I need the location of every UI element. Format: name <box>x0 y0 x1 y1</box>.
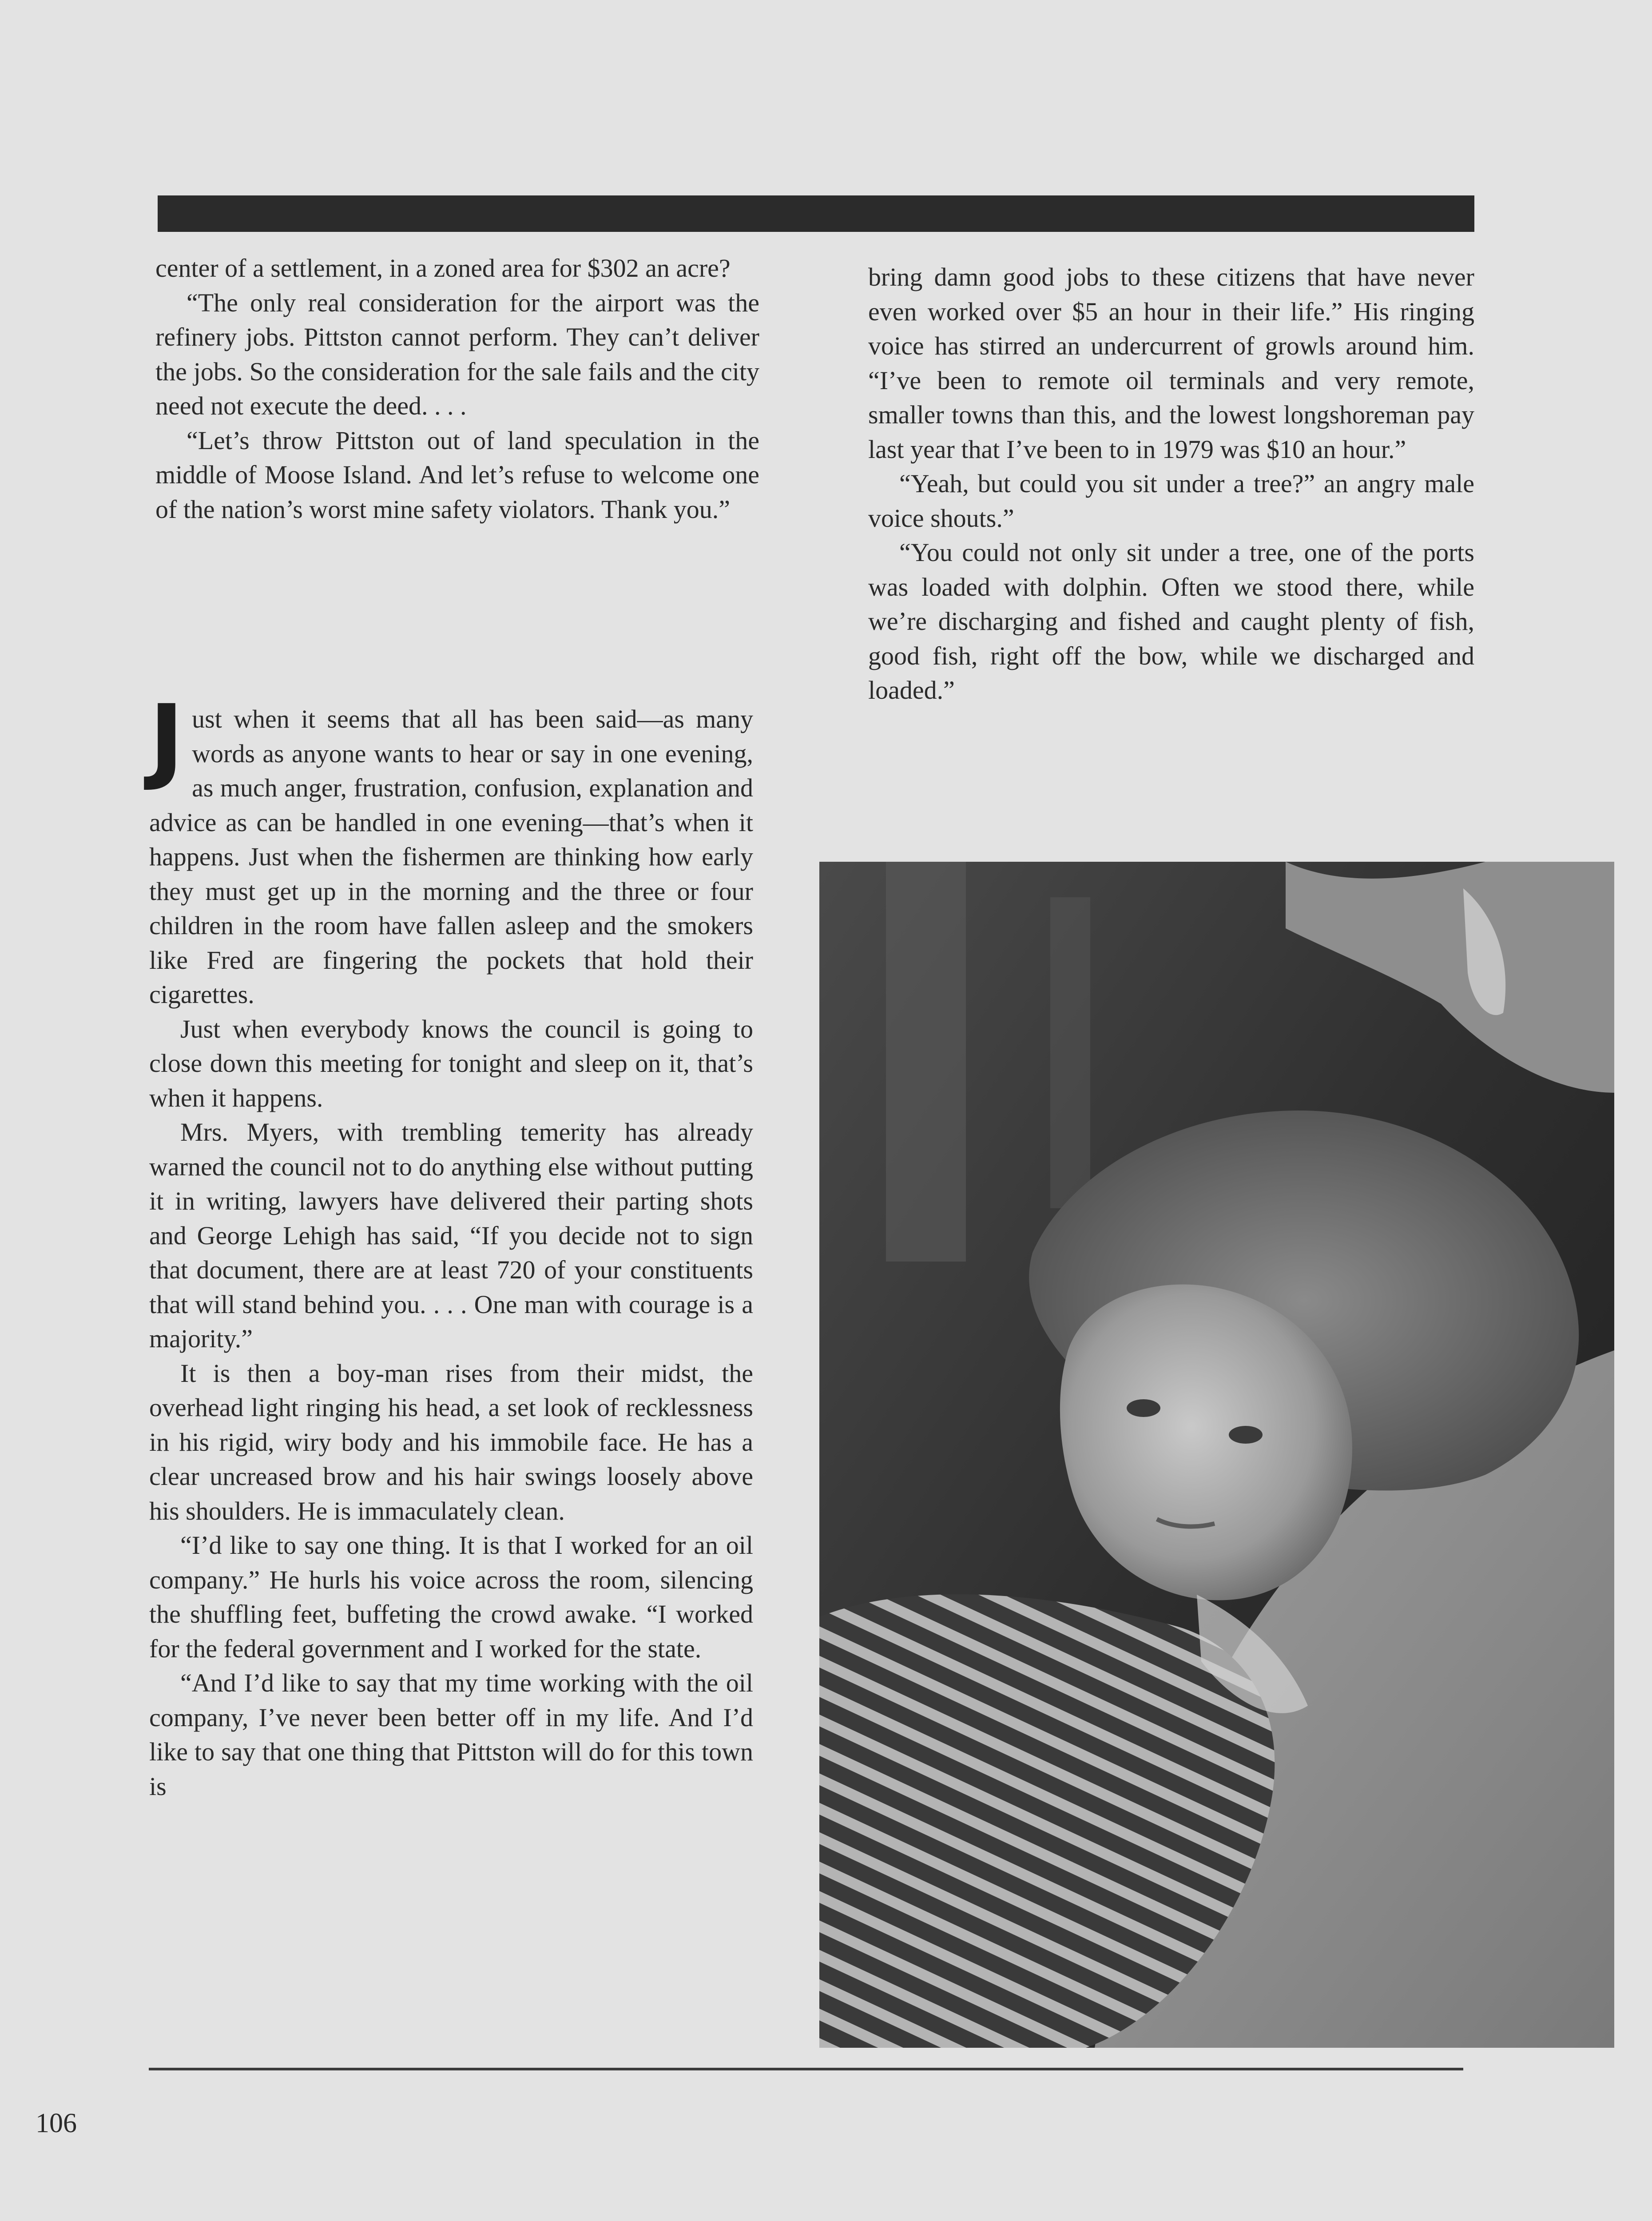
footer-rule <box>149 2068 1463 2070</box>
paragraph: “Let’s throw Pittston out of land speculation in the middle of Moose Island. And let’s refuse to welcome one of the nation’s worst mine safety violators. Thank you.” <box>155 426 759 524</box>
paragraph: “And I’d like to say that my time working with the oil company, I’ve never been better off in my life. And I’d like to say that one thing that Pittston will do for this town is <box>149 1668 753 1801</box>
photo-illustration <box>819 862 1614 2048</box>
column-left-top <box>155 251 759 526</box>
paragraph: It is then a boy-man rises from their midst, the overhead light ringing his head, a set look of recklessness in his rigid, wiry body and his immobile face. He has a clear uncreased brow and his hair swings loosely above his shoulders. He is immaculately clean. <box>149 1358 753 1525</box>
paragraph: “You could not only sit under a tree, one of the ports was loaded with dolphin. Often we stood there, while we’re discharging and fished and caught plenty of fish, good fish, right off the bow, while we discharged and loaded.” <box>868 538 1474 705</box>
lead-paragraph <box>149 685 753 1012</box>
paragraph: “The only real consideration for the airport was the refinery jobs. Pittston cannot perform. They can’t deliver the jobs. So the consideration for the sale fails and the city need not execute the deed. . . . <box>155 288 759 420</box>
column-right <box>868 260 1474 708</box>
header-rule <box>158 195 1474 232</box>
drop-cap: J <box>149 685 184 793</box>
column-left-bottom <box>149 685 753 1803</box>
paragraph: center of a settlement, in a zoned area for $302 an acre? <box>155 254 731 283</box>
paragraph: Mrs. Myers, with trembling temerity has already warned the council not to do anything else without putting it in writing, lawyers have delivered their parting shots and George Lehigh has said, “If you decide not to sign that document, there are at least 720 of your constituents that will stand behind you. . . . One man with courage is a majority.” <box>149 1118 753 1353</box>
paragraph: bring damn good jobs to these citizens that have never even worked over $5 an hour in their life.” His ringing voice has stirred an undercurrent of growls around him. “I’ve been to remote oil terminals and very remote, smaller towns than this, and the lowest longshoreman pay last year that I’ve been to in 1979 was $10 an hour.” <box>868 263 1474 464</box>
paragraph: “I’d like to say one thing. It is that I worked for an oil company.” He hurls his voice across the room, silencing the shuffling feet, buffeting the crowd awake. “I worked for the federal government and I worked for the state. <box>149 1531 753 1663</box>
paragraph: Just when everybody knows the council is going to close down this meeting for tonight and sleep on it, that’s when it happens. <box>149 1014 753 1112</box>
photo-child-on-shoulder <box>819 862 1614 2048</box>
page-number: 106 <box>36 2108 77 2138</box>
paragraph: “Yeah, but could you sit under a tree?” an angry male voice shouts.” <box>868 469 1474 533</box>
lead-paragraph-text: ust when it seems that all has been said—as many words as anyone wants to hear or say in one evening, as much anger, frustration, confusion, explanation and advice as can be handled in one evening—that’s when it happens. Just when the fishermen are thinking how early they must get up in the morning and the three or four children in the room have fallen asleep and the smokers like Fred are fingering the pockets that hold their cigarettes. <box>149 705 753 1009</box>
